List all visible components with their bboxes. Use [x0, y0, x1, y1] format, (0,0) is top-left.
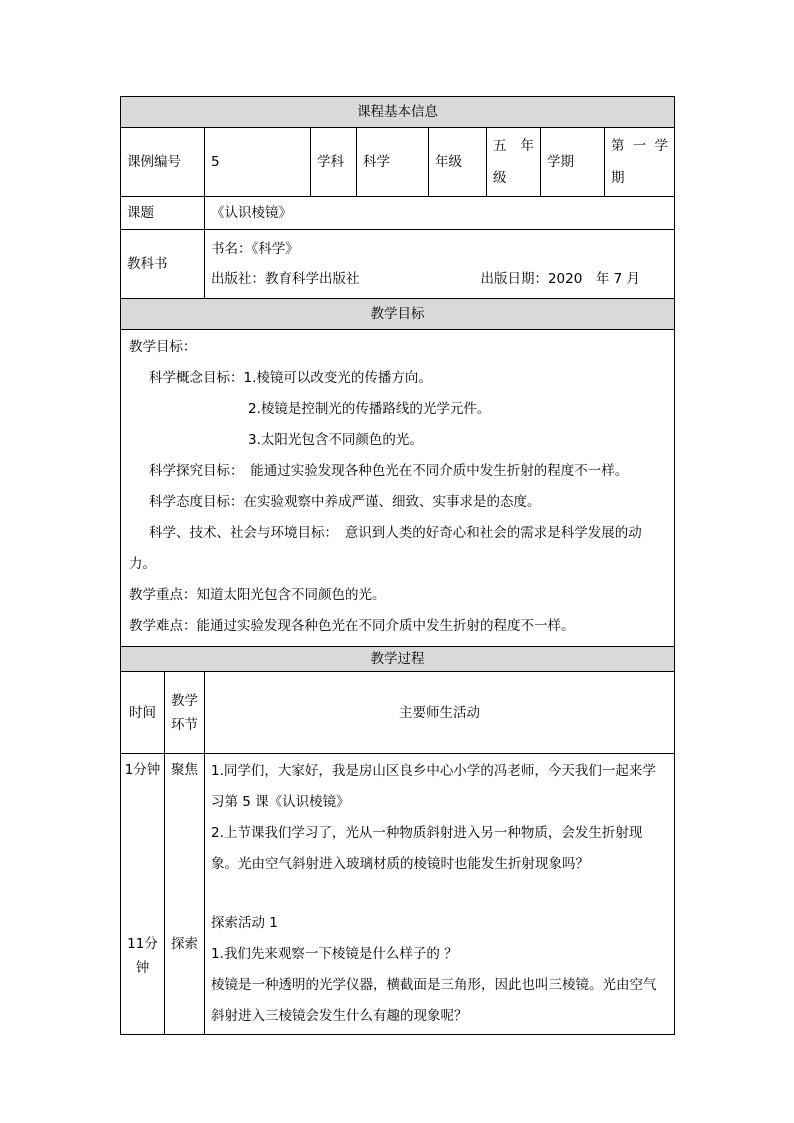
- lesson-plan-table: [120, 96, 675, 672]
- objective-line: 3.太阳光包含不同颜色的光。: [248, 432, 423, 448]
- case-no-label: 课例编号: [121, 128, 205, 197]
- activity-line: 棱镜是一种透明的光学仪器，横截面是三角形，因此也叫三棱镜。光由空气斜射进入三棱镜会发生什么有趣的现象呢？: [211, 977, 657, 1024]
- publisher: 出版社：教育科学出版社: [211, 271, 360, 287]
- process-header: 教学过程: [121, 647, 675, 672]
- case-no-value: 5: [205, 128, 311, 197]
- objectives-header: 教学目标: [121, 299, 675, 330]
- objective-line: 科学态度目标：在实验观察中养成严谨、细致、实事求是的态度。: [149, 494, 541, 510]
- textbook-info: [205, 230, 675, 299]
- key-point: 教学重点：知道太阳光包含不同颜色的光。: [129, 587, 386, 603]
- process-table: [120, 671, 675, 1035]
- grade-label: 年级: [429, 128, 487, 197]
- subject-label: 学科: [311, 128, 357, 197]
- activity-line: 2.上节课我们学习了，光从一种物质斜射进入另一种物质，会发生折射现象。光由空气斜射进入玻璃材质的棱镜时也能发生折射现象吗？: [211, 825, 643, 872]
- activity-line: 1.同学们，大家好，我是房山区良乡中心小学的冯老师，今天我们一起来学习第 5 课《认识棱镜》: [211, 763, 656, 810]
- topic-value: 《认识棱镜》: [205, 197, 675, 230]
- objective-line: 科学概念目标：1.棱镜可以改变光的传播方向。: [149, 370, 432, 386]
- pub-date: 出版日期：2020 年 7 月: [480, 271, 640, 287]
- col-time: 时间: [121, 672, 165, 754]
- term-value: 第 一 学 期: [605, 128, 675, 197]
- objectives-body: [121, 330, 675, 647]
- topic-label: 课题: [121, 197, 205, 230]
- row-activity: [205, 754, 675, 883]
- row-stage: 聚焦: [165, 754, 205, 883]
- basic-info-header: 课程基本信息: [121, 97, 675, 128]
- activity-line: 探索活动 1: [211, 915, 278, 931]
- col-stage: 教学环节: [165, 672, 205, 754]
- row-activity: [205, 882, 675, 1035]
- activity-line: 1.我们先来观察一下棱镜是什么样子的 ？: [211, 946, 458, 962]
- col-activity: 主要师生活动: [205, 672, 675, 754]
- objective-line: 科学探究目标： 能通过实验发现各种色光在不同介质中发生折射的程度不一样。: [149, 463, 629, 479]
- grade-value: 五 年 级: [487, 128, 541, 197]
- term-label: 学期: [541, 128, 605, 197]
- book-name: 书名：《科学》: [211, 241, 299, 257]
- publisher-line: [211, 264, 668, 294]
- row-time: 11分钟: [121, 882, 165, 1035]
- objective-line: 科学、技术、社会与环境目标： 意识到人类的好奇心和社会的需求是科学发展的动力。: [129, 525, 642, 572]
- lesson-plan-page: [120, 96, 674, 1035]
- subject-value: 科学: [357, 128, 429, 197]
- row-stage: 探索: [165, 882, 205, 1035]
- spacer: [211, 884, 668, 908]
- objective-line: 教学目标：: [129, 339, 197, 355]
- textbook-label: 教科书: [121, 230, 205, 299]
- objective-line: 2.棱镜是控制光的传播路线的光学元件。: [248, 401, 491, 417]
- difficult-point: 教学难点：能通过实验发现各种色光在不同介质中发生折射的程度不一样。: [129, 618, 575, 634]
- row-time: 1分钟: [121, 754, 165, 883]
